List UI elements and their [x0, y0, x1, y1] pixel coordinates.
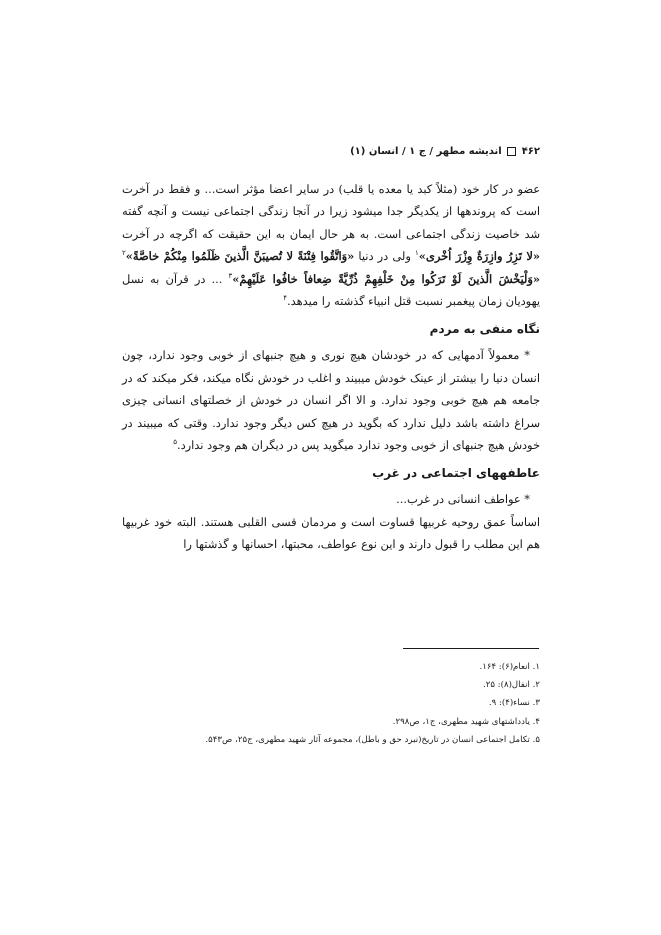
- running-header: [122, 146, 540, 157]
- footnote-2: ۲. انفال(۸): ۲۵.: [482, 680, 540, 691]
- paragraph-2: [122, 344, 540, 456]
- footnote-ref-5[interactable]: ۵: [173, 438, 177, 447]
- footnotes: [122, 658, 540, 749]
- footnote-4: ۴. یادداشتهای شهید مطهری، ج۱، ص۲۹۸.: [392, 716, 540, 727]
- quran-quote-3: «وَلْيَخْشَ الَّذينَ لَوْ تَرَكُوا مِنْ خَلْفِهِمْ ذُرِّيَّةً ضِعافاً خافُوا عَلَيْهِمْ»: [232, 271, 541, 286]
- square-bullet-icon: [507, 147, 516, 156]
- paragraph-1: [122, 178, 540, 312]
- quran-quote-1: «لا تَزِرُ وازِرَةٌ وِزْرَ اُخْری»: [418, 249, 540, 264]
- paragraph-1-text-c: ... در قرآن به نسل یهودیان زمان پیغمبر نسبت قتل انبیاء گذشته را میدهد.: [122, 271, 540, 309]
- footnote-3: ۳. نساء(۴): ۹.: [488, 698, 540, 709]
- footnote-ref-2[interactable]: ۲: [122, 249, 126, 258]
- quran-quote-2: «وَاتَّقُوا فِتْنَةً لا تُصیبَنَّ الَّذینَ ظَلَمُوا مِنْكُمْ خاصَّةً»: [125, 249, 355, 264]
- footnote-ref-4[interactable]: ۴: [283, 294, 288, 303]
- paragraph-1-text-b: ولی در دنیا: [358, 249, 411, 264]
- footnote-5: ۵. تکامل اجتماعی انسان در تاریخ(نبرد حق و باطل)، مجموعه آثار شهید مطهری، ج۲۵، ص۵۴۳.: [205, 734, 540, 745]
- page-number: ۴۶۲: [521, 146, 540, 157]
- paragraph-4: اساساً عمق روحیه غربیها قساوت است و مردمان قسی القلبی هستند. البته خود غربیها هم این مطلب را قبول دارند و این نوع عواطف، محبتها، احسانها و گذشتها را: [122, 514, 540, 552]
- footnote-ref-1[interactable]: ۱: [415, 249, 419, 258]
- paragraph-1-text: عضو در کار خود (مثلاً کبد یا معده یا قلب) در سایر اعضا مؤثر است... و فقط در آخرت است که پروندهها از یکدیگر جدا میشود زیرا در آنجا زندگی اجتماعی نیست و آنچه گفته شد خاصیت زندگی اجتماعی است. به هر حال ایمان به این حقیقت که اگرچه در آخرت: [122, 182, 540, 241]
- paragraph-3: * عواطف انسانی در غرب...: [396, 492, 530, 507]
- body-text: [122, 178, 540, 556]
- running-title: اندیشه مطهر / ج ۱ / انسان (۱): [350, 146, 502, 157]
- footnote-divider: [403, 648, 539, 649]
- footnote-ref-3[interactable]: ۳: [228, 271, 233, 280]
- paragraph-2-text: * معمولاً آدمهایی که در خودشان هیچ نوری و هیچ جنبهای از خوبی وجود ندارد، چون انسان دنیا را بیشتر از عینک خودش میبیند و اغلب در خودش نگاه میکند، فکر میکند که در جامعه هم هیچ خوبی وجود ندارد. و الا اگر انسان در خودش از خصلتهای انسانی چیزی سراغ داشته باشد دلیل ندارد که بگوید در هیچ کس دیگر وجود ندارد. وقتی که میبیند در خودش هیچ جنبهای از خوبی وجود ندارد میگوید پس در دیگران هم وجود ندارد.: [122, 348, 540, 453]
- footnote-1: ۱. انعام(۶): ۱۶۴.: [479, 662, 540, 672]
- section-heading-negative-view: نگاه منفی به مردم: [429, 322, 540, 337]
- section-heading-social-emotions: عاطفههای اجتماعی در غرب: [372, 466, 540, 481]
